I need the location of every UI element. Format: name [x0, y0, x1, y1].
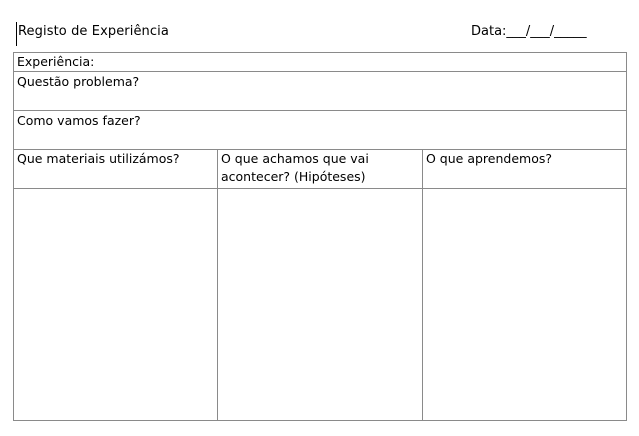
method-label: Como vamos fazer? — [17, 113, 141, 128]
materials-header-cell — [14, 150, 218, 189]
learned-header-cell — [423, 150, 627, 189]
experience-cell[interactable] — [14, 53, 627, 72]
learned-header: O que aprendemos? — [426, 151, 553, 166]
problem-question-label: Questão problema? — [17, 74, 140, 89]
learned-answer-cell[interactable] — [423, 189, 627, 421]
problem-question-row — [14, 72, 627, 111]
method-row — [14, 111, 627, 150]
document-title: Registo de Experiência — [18, 24, 169, 39]
hypotheses-header: O que achamos que vai acontecer? (Hipóteses) — [221, 151, 369, 184]
text-cursor — [16, 22, 17, 46]
materials-answer-cell[interactable] — [14, 189, 218, 421]
problem-question-cell[interactable] — [14, 72, 627, 111]
answers-row — [14, 189, 627, 421]
date-field[interactable]: Data:___/___/_____ — [471, 24, 587, 39]
experience-record-table — [13, 52, 627, 421]
experience-label: Experiência: — [17, 54, 95, 69]
hypotheses-answer-cell[interactable] — [218, 189, 423, 421]
materials-header: Que materiais utilizámos? — [17, 151, 180, 166]
document-header — [0, 0, 639, 50]
method-cell[interactable] — [14, 111, 627, 150]
experience-row — [14, 53, 627, 72]
hypotheses-header-cell — [218, 150, 423, 189]
column-headers-row — [14, 150, 627, 189]
